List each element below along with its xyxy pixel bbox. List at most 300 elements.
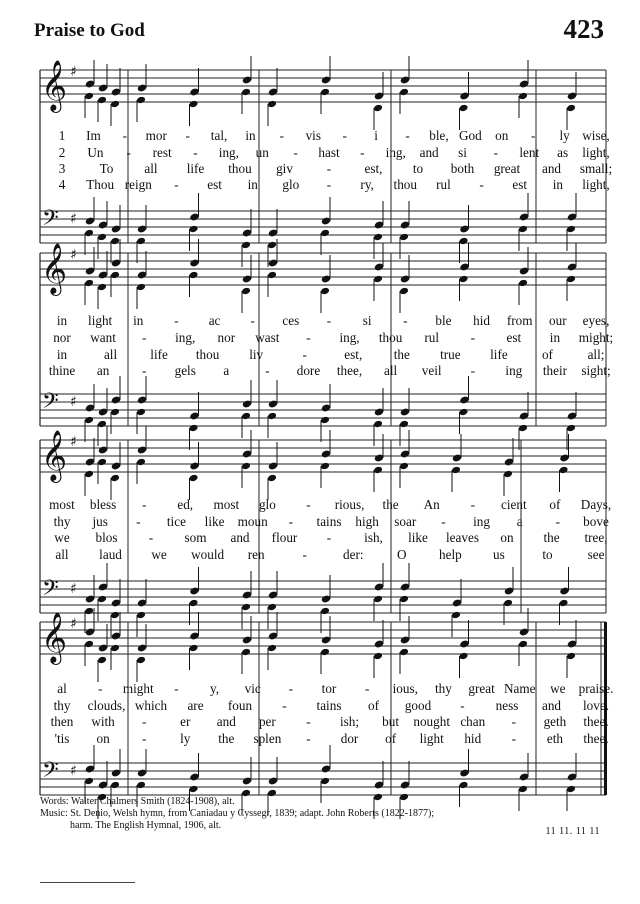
meter: 11 11. 11 11 xyxy=(545,826,600,837)
note-head xyxy=(241,287,251,296)
hyphen: - xyxy=(403,313,408,328)
lyric-syllable: ing, xyxy=(175,330,196,345)
note-head xyxy=(84,777,94,786)
lyric-syllable: clouds, xyxy=(87,698,126,713)
note-head xyxy=(320,777,330,786)
lyric-syllable: in xyxy=(133,313,144,328)
hyphen: - xyxy=(326,177,332,192)
lyric-line xyxy=(0,177,640,194)
lyric-syllable: 1 xyxy=(58,128,66,143)
lyric-syllable: the xyxy=(382,497,399,512)
sharp-icon: ♯ xyxy=(70,247,77,263)
note-head xyxy=(136,656,146,665)
lyric-syllable: vis xyxy=(305,128,321,143)
sharp-icon: ♯ xyxy=(70,581,77,597)
note-head xyxy=(136,96,146,105)
note-head xyxy=(241,648,251,657)
hyphen: - xyxy=(97,681,103,696)
lyric-syllable: i xyxy=(374,128,378,143)
hyphen: - xyxy=(141,714,147,729)
lyric-syllable: all xyxy=(103,347,118,362)
lyric-syllable: ble, xyxy=(429,128,449,143)
note-head xyxy=(241,88,251,97)
note-head xyxy=(136,408,146,417)
treble-clef-icon: 𝄞 xyxy=(41,243,68,294)
hyphen: - xyxy=(306,330,311,345)
lyric-line xyxy=(0,363,640,380)
note-head xyxy=(559,466,569,475)
note-head xyxy=(189,271,199,280)
lyric-syllable: great xyxy=(493,161,521,176)
lyric-syllable: flour xyxy=(271,530,298,545)
lyric-syllable: bless xyxy=(89,497,117,512)
hyphen: - xyxy=(470,363,475,378)
lyric-syllable: sight; xyxy=(581,363,611,378)
lyric-syllable: ing, xyxy=(218,145,239,160)
hyphen: - xyxy=(174,177,179,192)
lyric-syllable: thee. xyxy=(583,731,609,746)
note-head xyxy=(136,283,146,292)
lyric-syllable: si xyxy=(458,145,467,160)
lyric-syllable: soar xyxy=(394,514,417,529)
note-head xyxy=(518,640,528,649)
lyric-syllable: thou xyxy=(228,161,252,176)
lyric-syllable: on xyxy=(495,128,509,143)
lyric-line xyxy=(0,497,640,514)
lyric-syllable: want xyxy=(90,330,116,345)
lyric-syllable: lent xyxy=(519,145,540,160)
lyric-line xyxy=(0,681,640,698)
lyric-syllable: Name xyxy=(503,681,536,696)
lyric-syllable: in xyxy=(552,177,563,192)
note-head xyxy=(459,104,469,113)
note-head xyxy=(373,104,383,113)
hyphen: - xyxy=(293,145,298,160)
sharp-icon: ♯ xyxy=(70,616,77,632)
hyphen: - xyxy=(364,681,370,696)
lyric-line xyxy=(0,161,640,178)
lyric-syllable: foun xyxy=(227,698,253,713)
hyphen: - xyxy=(326,313,332,328)
lyric-line xyxy=(0,145,640,162)
note-head xyxy=(459,408,469,417)
lyric-syllable: high xyxy=(355,514,379,529)
lyric-syllable: we xyxy=(550,681,566,696)
lyric-syllable: light xyxy=(419,731,444,746)
note-head xyxy=(373,652,383,661)
note-head xyxy=(518,785,528,794)
lyric-syllable: help xyxy=(439,547,462,562)
lyric-syllable: all; xyxy=(587,347,605,362)
lyric-syllable: leaves xyxy=(446,530,479,545)
lyric-syllable: most xyxy=(213,497,240,512)
sharp-icon: ♯ xyxy=(70,763,77,779)
lyric-syllable: ing, xyxy=(339,330,360,345)
lyric-syllable: all xyxy=(55,547,69,562)
lyric-syllable: which xyxy=(134,698,168,713)
note-head xyxy=(110,100,120,109)
lyric-syllable: in xyxy=(247,177,258,192)
lyric-syllable: a xyxy=(223,363,230,378)
lyric-syllable: al xyxy=(57,681,67,696)
note-head xyxy=(267,271,277,280)
lyric-syllable: laud xyxy=(99,547,122,562)
lyric-syllable: gels xyxy=(174,363,196,378)
lyric-syllable: and xyxy=(419,145,439,160)
lyric-syllable: est xyxy=(506,330,522,345)
lyric-syllable: ing, xyxy=(385,145,406,160)
note-head xyxy=(110,781,120,790)
lyric-syllable: 'tis xyxy=(54,731,70,746)
lyric-line xyxy=(0,731,640,748)
lyric-syllable: ry, xyxy=(360,177,374,192)
lyric-syllable: light xyxy=(88,313,113,328)
lyric-syllable: like xyxy=(408,530,428,545)
lyric-syllable: great xyxy=(468,681,495,696)
hyphen: - xyxy=(126,145,131,160)
lyric-syllable: est, xyxy=(364,161,383,176)
lyric-syllable: glo xyxy=(282,177,300,192)
note-head xyxy=(320,462,330,471)
lyric-syllable: tor xyxy=(321,681,337,696)
lyric-syllable: life xyxy=(150,347,168,362)
note-head xyxy=(566,652,576,661)
hyphen: - xyxy=(141,330,147,345)
lyric-syllable: then xyxy=(50,714,74,729)
hyphen: - xyxy=(288,514,294,529)
lyric-syllable: light, xyxy=(582,145,610,160)
lyric-syllable: O xyxy=(397,547,407,562)
lyric-syllable: nor xyxy=(53,330,71,345)
lyric-line xyxy=(0,530,640,547)
hyphen: - xyxy=(441,514,446,529)
lyric-syllable: on xyxy=(96,731,110,746)
lyric-syllable: ing xyxy=(505,363,523,378)
lyric-syllable: the xyxy=(543,530,560,545)
note-head xyxy=(267,100,277,109)
lyric-line xyxy=(0,128,640,145)
lyric-syllable: on xyxy=(500,530,514,545)
lyric-syllable: the xyxy=(218,731,235,746)
lyric-syllable: both xyxy=(450,161,475,176)
page-title: Praise to God xyxy=(34,20,145,41)
footer-rule xyxy=(40,882,135,883)
lyric-syllable: love. xyxy=(582,698,610,713)
lyric-syllable: ness xyxy=(495,698,519,713)
lyric-syllable: thou xyxy=(378,330,403,345)
treble-clef-icon: 𝄞 xyxy=(41,612,68,663)
hyphen: - xyxy=(470,497,475,512)
hyphen: - xyxy=(493,145,499,160)
lyric-syllable: est xyxy=(512,177,528,192)
lyric-syllable: in xyxy=(56,313,68,328)
lyric-syllable: est, xyxy=(344,347,363,362)
lyric-syllable: si xyxy=(362,313,372,328)
note-head xyxy=(399,88,409,97)
lyric-syllable: our xyxy=(549,313,567,328)
note-head xyxy=(110,474,120,483)
note-head xyxy=(399,287,409,296)
lyric-syllable: Im xyxy=(86,128,101,143)
lyric-syllable: and xyxy=(541,161,562,176)
lyric-syllable: as xyxy=(557,145,569,160)
note-head xyxy=(97,656,107,665)
lyric-syllable: might; xyxy=(578,330,614,345)
note-head xyxy=(459,781,469,790)
hyphen: - xyxy=(360,145,365,160)
music-credit-line-1: Music: St. Denio, Welsh hymn, from Caniadau y Cyssegr, 1839; adapt. John Roberts (1822-1877); xyxy=(40,808,435,819)
lyric-syllable: and xyxy=(541,698,562,713)
lyric-syllable: wast xyxy=(255,330,280,345)
lyric-syllable: in xyxy=(549,330,561,345)
bass-clef-icon: 𝄢 xyxy=(42,389,59,419)
lyric-syllable: most xyxy=(49,497,75,512)
hymn-number: 423 xyxy=(563,14,604,44)
note-head xyxy=(373,466,383,475)
sharp-icon: ♯ xyxy=(70,434,77,450)
lyric-syllable: praise. xyxy=(578,681,614,696)
lyric-syllable: ing xyxy=(473,514,490,529)
hyphen: - xyxy=(141,363,147,378)
lyric-syllable: veil xyxy=(421,363,442,378)
hyphen: - xyxy=(470,330,475,345)
lyric-syllable: ish; xyxy=(340,714,360,729)
lyric-syllable: are xyxy=(187,698,204,713)
hyphen: - xyxy=(148,530,154,545)
note-head xyxy=(399,648,409,657)
lyric-syllable: cient xyxy=(501,497,527,512)
hyphen: - xyxy=(530,128,536,143)
note-head xyxy=(110,271,120,280)
lyric-syllable: God xyxy=(458,128,482,143)
lyric-syllable: a xyxy=(516,514,523,529)
note-head xyxy=(566,225,576,234)
lyric-syllable: an xyxy=(96,363,110,378)
note-head xyxy=(136,781,146,790)
lyric-syllable: all xyxy=(144,161,158,176)
note-head xyxy=(459,652,469,661)
lyric-syllable: giv xyxy=(276,161,293,176)
lyric-syllable: hast xyxy=(318,145,340,160)
lyric-syllable: from xyxy=(506,313,533,328)
sharp-icon: ♯ xyxy=(70,394,77,410)
music-credit-line-2: harm. The English Hymnal, 1906, alt. xyxy=(70,820,222,831)
hyphen: - xyxy=(479,177,484,192)
lyric-syllable: rest xyxy=(152,145,172,160)
lyric-syllable: thou xyxy=(393,177,418,192)
lyric-syllable: ces xyxy=(282,313,300,328)
lyric-syllable: us xyxy=(493,547,505,562)
hyphen: - xyxy=(174,681,179,696)
note-head xyxy=(320,287,330,296)
lyric-syllable: er xyxy=(180,714,191,729)
lyric-syllable: ac xyxy=(208,313,221,328)
lyric-syllable: rul xyxy=(424,330,440,345)
words-credit: Words: Walter Chalmers Smith (1824-1908), alt. xyxy=(40,796,235,807)
lyric-syllable: tains xyxy=(316,698,342,713)
note-head xyxy=(136,458,146,467)
lyric-syllable: tains xyxy=(316,514,342,529)
lyric-syllable: jus xyxy=(92,514,108,529)
lyric-syllable: tree, xyxy=(584,530,608,545)
note-head xyxy=(320,648,330,657)
note-head xyxy=(110,644,120,653)
note-head xyxy=(566,275,576,284)
note-head xyxy=(320,88,330,97)
hyphen: - xyxy=(185,128,190,143)
note-head xyxy=(241,412,251,421)
lyric-syllable: hid xyxy=(473,313,490,328)
lyric-syllable: like xyxy=(204,514,225,529)
lyric-line xyxy=(0,547,640,564)
lyric-syllable: and xyxy=(230,530,250,545)
lyric-syllable: ble xyxy=(435,313,452,328)
lyric-syllable: geth xyxy=(543,714,567,729)
lyric-syllable: ren xyxy=(247,547,265,562)
hyphen: - xyxy=(174,313,179,328)
lyric-line xyxy=(0,514,640,531)
lyric-syllable: mor xyxy=(145,128,167,143)
lyric-syllable: hid xyxy=(464,731,482,746)
hyphen: - xyxy=(555,514,561,529)
lyric-syllable: in xyxy=(245,128,256,143)
hyphen: - xyxy=(326,161,332,176)
note-head xyxy=(189,644,199,653)
note-head xyxy=(97,283,107,292)
note-head xyxy=(189,474,199,483)
note-head xyxy=(373,275,383,284)
lyric-syllable: and xyxy=(216,714,236,729)
lyric-line xyxy=(0,698,640,715)
lyric-syllable: ly xyxy=(180,731,191,746)
lyric-syllable: thy xyxy=(53,514,71,529)
lyric-syllable: An xyxy=(423,497,440,512)
lyric-syllable: in xyxy=(56,347,68,362)
lyric-syllable: ly xyxy=(559,128,570,143)
sharp-icon: ♯ xyxy=(70,64,77,80)
hyphen: - xyxy=(279,128,285,143)
note-head xyxy=(84,92,94,101)
note-head xyxy=(84,470,94,479)
lyric-syllable: Days, xyxy=(580,497,612,512)
lyric-syllable: der: xyxy=(343,547,364,562)
lyric-syllable: 4 xyxy=(58,177,66,192)
hyphen: - xyxy=(326,530,332,545)
lyric-syllable: tice xyxy=(166,514,186,529)
note-head xyxy=(503,470,513,479)
hyphen: - xyxy=(288,681,294,696)
treble-clef-icon: 𝄞 xyxy=(41,60,68,111)
hyphen: - xyxy=(460,698,465,713)
lyric-syllable: ed, xyxy=(177,497,194,512)
note-head xyxy=(189,100,199,109)
lyric-line xyxy=(0,714,640,731)
lyric-syllable: to xyxy=(542,547,553,562)
note-head xyxy=(267,644,277,653)
lyric-syllable: see xyxy=(587,547,605,562)
hyphen: - xyxy=(141,497,147,512)
lyric-syllable: might xyxy=(122,681,154,696)
hyphen: - xyxy=(306,731,311,746)
bass-clef-icon: 𝄢 xyxy=(42,206,59,236)
lyric-syllable: thy xyxy=(53,698,71,713)
note-head xyxy=(566,785,576,794)
lyric-syllable: glo xyxy=(258,497,276,512)
lyric-syllable: eth xyxy=(546,731,563,746)
lyric-syllable: thee, xyxy=(336,363,363,378)
hyphen: - xyxy=(265,363,270,378)
lyric-syllable: nought xyxy=(413,714,451,729)
lyric-syllable: nor xyxy=(217,330,236,345)
lyric-syllable: blos xyxy=(95,530,118,545)
lyric-syllable: To xyxy=(99,161,114,176)
note-head xyxy=(267,412,277,421)
lyric-syllable: thou xyxy=(195,347,220,362)
lyric-syllable: eyes, xyxy=(582,313,610,328)
lyric-syllable: would xyxy=(191,547,225,562)
note-head xyxy=(267,474,277,483)
lyric-syllable: ious, xyxy=(392,681,418,696)
hyphen: - xyxy=(122,128,128,143)
note-head xyxy=(399,462,409,471)
lyric-syllable: all xyxy=(384,363,398,378)
note-head xyxy=(241,462,251,471)
lyric-syllable: the xyxy=(393,347,410,362)
lyric-syllable: moun xyxy=(237,514,268,529)
note-head xyxy=(97,96,107,105)
hyphen: - xyxy=(250,313,255,328)
lyric-syllable: life xyxy=(186,161,205,176)
lyric-syllable: but xyxy=(382,714,400,729)
hyphen: - xyxy=(306,714,311,729)
hyphen: - xyxy=(141,731,147,746)
lyric-line xyxy=(0,330,640,347)
note-head xyxy=(518,92,528,101)
note-head xyxy=(84,640,94,649)
note-head xyxy=(189,225,199,234)
lyric-syllable: light, xyxy=(582,177,610,192)
hyphen: - xyxy=(302,547,307,562)
note-head xyxy=(451,466,461,475)
lyric-syllable: rious, xyxy=(334,497,365,512)
lyric-syllable: with xyxy=(91,714,115,729)
bass-clef-icon: 𝄢 xyxy=(42,576,59,606)
lyric-syllable: we xyxy=(151,547,167,562)
lyric-syllable: true xyxy=(440,347,461,362)
note-head xyxy=(189,785,199,794)
lyric-syllable: to xyxy=(412,161,424,176)
lyric-syllable: of xyxy=(368,698,379,713)
lyric-syllable: 2 xyxy=(58,145,66,160)
lyric-syllable: of xyxy=(549,497,561,512)
lyric-syllable: vic xyxy=(244,681,261,696)
hyphen: - xyxy=(511,731,517,746)
lyric-syllable: liv xyxy=(249,347,264,362)
lyric-syllable: rul xyxy=(436,177,451,192)
lyric-syllable: dor xyxy=(340,731,359,746)
lyric-syllable: dore xyxy=(296,363,321,378)
lyric-syllable: tal, xyxy=(210,128,228,143)
lyric-syllable: un xyxy=(255,145,269,160)
lyric-syllable: good xyxy=(404,698,432,713)
lyric-syllable: y, xyxy=(210,681,220,696)
lyric-syllable: their xyxy=(542,363,568,378)
note-head xyxy=(97,458,107,467)
lyric-syllable: Thou xyxy=(86,177,115,192)
lyric-syllable: est xyxy=(207,177,222,192)
lyric-syllable: thy xyxy=(434,681,452,696)
note-head xyxy=(518,279,528,288)
